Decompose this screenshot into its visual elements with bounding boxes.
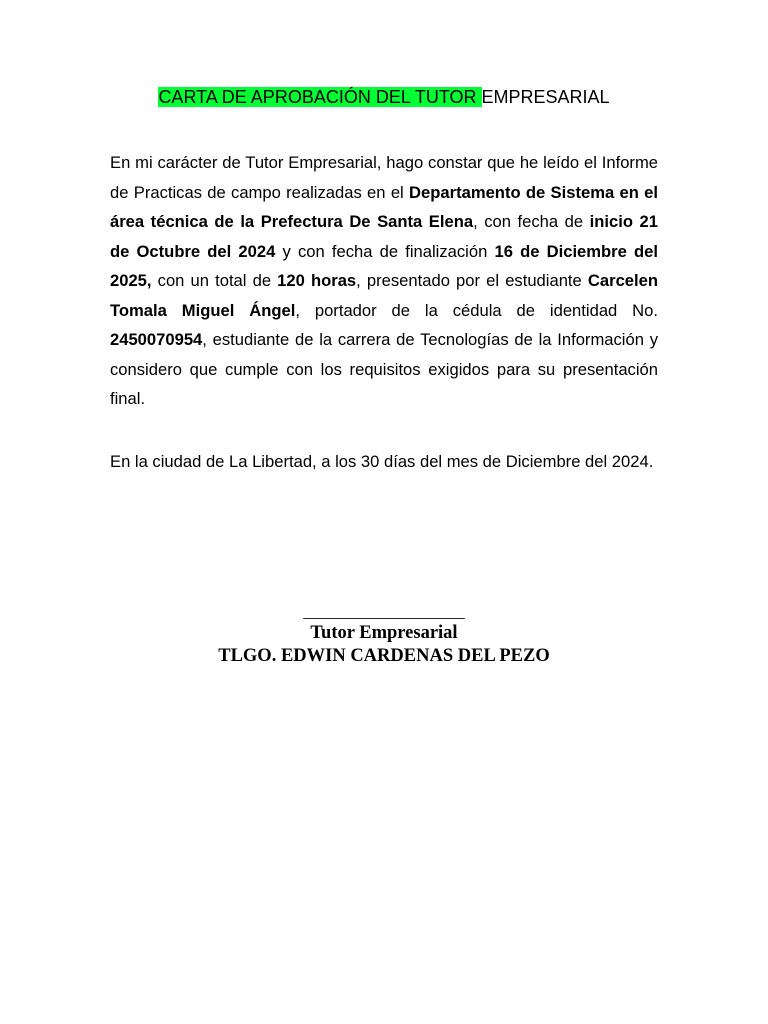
location-date-paragraph: En la ciudad de La Libertad, a los 30 días del mes de Diciembre del 2024. [110,452,654,471]
text-segment: En mi carácter de Tutor Empresarial, hago constar que he leído el Informe de Practicas de campo realizadas en el [110,153,658,202]
department-name: Departamento de Sistema en el área técnica de la Prefectura De Santa Elena [110,182,658,231]
total-hours: 120 horas [277,271,357,290]
student-name: Carcelen Tomala Miguel Ángel [110,271,659,320]
approval-paragraph [110,148,658,414]
start-date: inicio 21 de Octubre del 2024 [110,212,658,261]
end-date: 16 de Diciembre del 2025, [110,241,658,290]
text-segment: , portador de la cédula de identidad No. [295,300,658,320]
text-segment: , presentado por el estudiante [356,271,588,290]
title-rest-text: EMPRESARIAL [481,87,610,107]
text-segment: , estudiante de la carrera de Tecnologías de la Información y considero que cumple con los requisitos exigidos para su presentación final. [110,330,658,408]
title-highlighted-text: CARTA DE APROBACIÓN DEL TUTOR [158,87,482,107]
signature-role: Tutor Empresarial [310,623,458,643]
text-segment: con un total de [151,271,278,290]
text-segment: , con fecha de [473,212,590,231]
document-title [0,86,768,108]
signature-name: TLGO. EDWIN CARDENAS DEL PEZO [218,646,550,666]
text-segment: y con fecha de finalización [275,241,495,261]
signature-line: ___________________ [303,602,465,621]
id-number: 2450070954 [110,330,203,349]
